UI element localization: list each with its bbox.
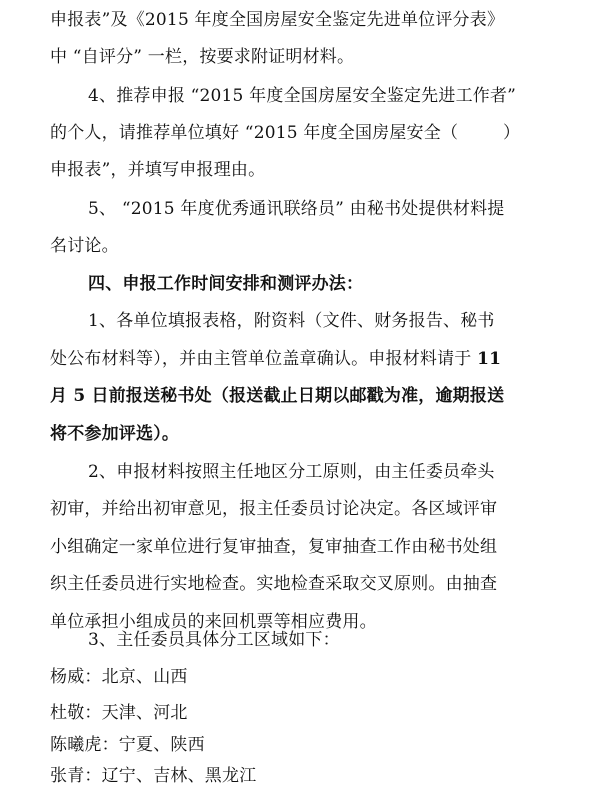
text-line-14: 初审，并给出初审意见，报主任委员讨论决定。各区域评审 [50, 499, 498, 519]
text-line-4: 的个人，请推荐单位填好 “2015 年度全国房屋安全（ ） [50, 123, 521, 143]
text-line-9: 1、各单位填报表格，附资料（文件、财务报告、秘书 [88, 311, 495, 331]
assignment-yang-wei: 杨威：北京、山西 [50, 667, 188, 687]
text-line-10-normal: 处公布材料等），并由主管单位盖章确认。申报材料请于 [50, 349, 478, 369]
assignment-chen-xihu: 陈曦虎：宁夏、陕西 [50, 735, 205, 755]
text-line-2: 中 “自评分” 一栏，按要求附证明材料。 [50, 47, 355, 67]
text-line-12: 将不参加评选）。 [50, 424, 180, 444]
text-line-10 [50, 347, 501, 371]
assignment-du-jing: 杜敬：天津、河北 [50, 703, 188, 723]
text-line-7: 名讨论。 [50, 236, 119, 256]
text-line-1: 申报表”及《2015 年度全国房屋安全鉴定先进单位评分表》 [50, 10, 505, 30]
text-line-10-bold: 11 [477, 349, 502, 369]
text-line-11: 月 5 日前报送秘书处（报送截止日期以邮戳为准，逾期报送 [50, 386, 505, 406]
text-line-18: 3、主任委员具体分工区域如下： [88, 630, 340, 650]
section-heading: 四、申报工作时间安排和测评办法： [88, 274, 364, 294]
text-line-16: 织主任委员进行实地检查。实地检查采取交叉原则。由抽查 [50, 574, 498, 594]
text-line-3: 4、推荐申报 “2015 年度全国房屋安全鉴定先进工作者” [88, 86, 517, 106]
text-line-5: 申报表”，并填写申报理由。 [50, 160, 266, 180]
text-line-15: 小组确定一家单位进行复审抽查，复审抽查工作由秘书处组 [50, 537, 498, 557]
text-line-6: 5、 “2015 年度优秀通讯联络员” 由秘书处提供材料提 [88, 199, 505, 219]
text-line-13: 2、申报材料按照主任地区分工原则，由主任委员牵头 [88, 462, 495, 482]
text-line-17: 单位承担小组成员的来回机票等相应费用。 [50, 612, 377, 632]
assignment-zhang-qing: 张青：辽宁、吉林、黑龙江 [50, 766, 257, 786]
